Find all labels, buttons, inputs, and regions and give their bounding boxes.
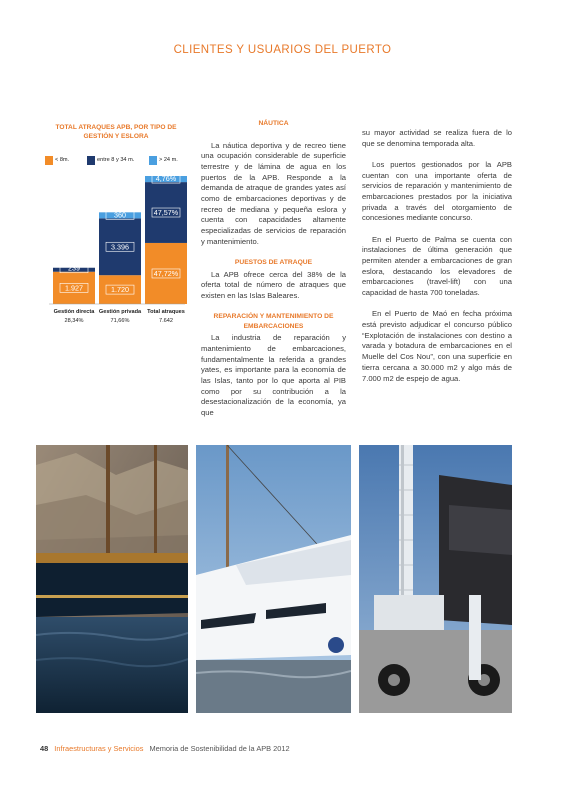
category-label: Gestión privada — [98, 309, 142, 315]
legend-label-large: > 24 m. — [159, 157, 178, 163]
category-value: 7.642 — [159, 318, 173, 324]
category-label: Gestión directa — [53, 309, 95, 315]
data-label: 1.927 — [65, 283, 83, 293]
page-title: CLIENTES Y USUARIOS DEL PUERTO — [173, 44, 392, 56]
heading-puestos-atraque: PUESTOS DE ATRAQUE — [234, 259, 313, 267]
paragraph-puestos-atraque: La APB ofrece cerca del 38% de la oferta total de número de atraques que existen en las Islas Baleares. — [201, 269, 346, 300]
category-value: 28,34% — [64, 318, 84, 324]
paragraph-puerto-palma: En el Puerto de Palma se cuenta con instalaciones de última generación que permiten atender a embarcaciones de gran eslora, destacando los elevadores de embarcaciones (travel-lift) con una capacidad de hasta 700 toneladas. — [362, 234, 512, 298]
legend-swatch-small — [45, 156, 53, 165]
paragraph-puerto-mao: En el Puerto de Maó en fecha próxima está previsto adjudicar el concurso público “Explotación de instalaciones con destino a varada y botadura de embarcaciones en el Muelle del Cos Nou”, con una superficie en tierra cercana a 30.000 m2 y algo más de 7.000 m2 de espejo de agua. — [362, 309, 512, 383]
data-label: 47,57% — [153, 208, 179, 218]
stacked-bar-chart — [45, 168, 190, 328]
photo-white-yacht — [196, 445, 351, 713]
chart-legend — [45, 155, 185, 167]
data-label: 360 — [114, 210, 126, 220]
data-label: 1.720 — [111, 285, 129, 295]
heading-nautica: NÁUTICA — [258, 120, 289, 127]
paragraph-reparacion: La industria de reparación y mantenimiento de embarcaciones, fundamentalmente la referida a grandes yates, es importante para la economía de las Islas, tanto por lo que aporta al PIB como por su contribución a la desestacionalización de la economía, ya que — [201, 333, 346, 418]
category-value: 71,66% — [110, 318, 130, 324]
paragraph-continued: su mayor actividad se realiza fuera de lo que se denomina temporada alta. — [362, 128, 512, 148]
legend-swatch-medium — [87, 156, 95, 165]
page-number: 48 — [40, 744, 49, 753]
footer-section: Infraestructuras y Servicios — [54, 744, 144, 753]
photo-sailboat-hull — [36, 445, 188, 713]
heading-reparacion: REPARACIÓN Y MANTENIMIENTO DE EMBARCACIONES — [213, 313, 334, 330]
photo-travel-lift — [359, 445, 512, 713]
footer-publication: Memoria de Sostenibilidad de la APB 2012 — [149, 744, 290, 753]
data-label: 4,76% — [155, 174, 177, 184]
chart-title: TOTAL ATRAQUES APB, POR TIPO DE GESTIÓN Y ESLORA — [55, 124, 177, 140]
data-label: 239 — [68, 263, 80, 273]
category-label: Total atraques — [147, 309, 185, 315]
text-column-right — [362, 128, 512, 395]
paragraph-puertos-apb: Los puertos gestionados por la APB cuentan con una importante oferta de servicios de reparación y mantenimiento de embarcaciones prestados por la iniciativa privada a través del otorgamiento de concesiones mediante concurso. — [362, 159, 512, 223]
text-column-middle — [201, 119, 346, 429]
legend-swatch-large — [149, 156, 157, 165]
paragraph-nautica: La náutica deportiva y de recreo tiene una ocupación considerable de superficie terrestre y de lámina de agua en los puertos de la APB. Responde a la demanda de atraque de grandes yates así como de embarcaciones deportivas y de recreo de mediana y pequeña eslora y cuenta con capacidades altamente especializadas de servicios de reparación y mantenimiento. — [201, 140, 346, 246]
data-label: 3.396 — [111, 242, 129, 252]
legend-label-medium: entre 8 y 34 m. — [97, 157, 135, 163]
data-label: 47,72% — [153, 268, 179, 278]
legend-label-small: < 8m. — [55, 157, 70, 163]
page-footer — [40, 744, 290, 753]
